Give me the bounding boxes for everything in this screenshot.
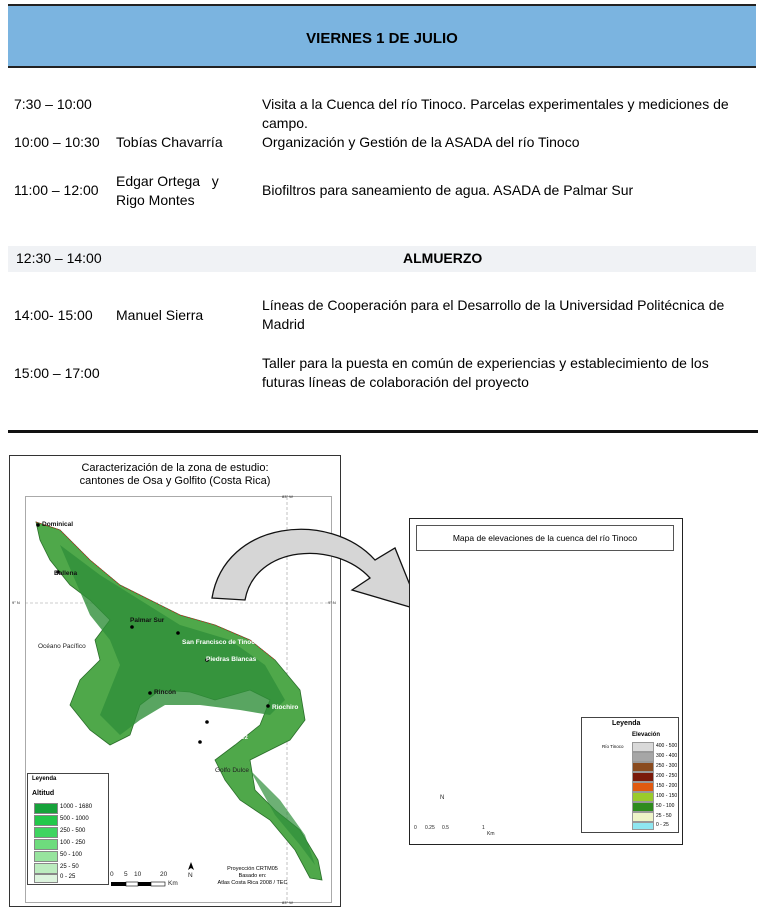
schedule-time: 7:30 – 10:00 <box>14 96 92 112</box>
north-label: N <box>188 872 193 879</box>
legend-swatch <box>34 851 58 862</box>
place-label: Golfo Dulce <box>215 767 249 774</box>
schedule-activity: Organización y Gestión de la ASADA del río Tinoco <box>262 134 580 150</box>
schedule-time: 14:00- 15:00 <box>14 307 93 323</box>
scale-tick: 0 <box>110 871 114 878</box>
coord-label: 9° N <box>12 600 20 605</box>
schedule-activity: Taller para la puesta en común de experiencias y establecimiento de los futuras líneas de colaboración del proyecto <box>262 355 709 390</box>
place-label: Golfito <box>210 716 231 723</box>
legend-swatch <box>632 772 654 782</box>
legend-swatch <box>34 815 58 826</box>
legend-swatch <box>632 762 654 772</box>
schedule-activity: Biofiltros para saneamiento de agua. ASADA de Palmar Sur <box>262 182 634 198</box>
place-label: Océano Pacífico <box>38 643 86 650</box>
place-label: Puerto Jiménez <box>200 734 249 741</box>
place-label: Rincón <box>154 689 177 696</box>
scale-unit: Km <box>168 880 178 887</box>
schedule-activity: Visita a la Cuenca del río Tinoco. Parcelas experimentales y mediciones de campo. <box>262 96 729 131</box>
place-label: San Francisco de Tinoco <box>182 639 259 646</box>
place-label: Dominical <box>42 521 74 528</box>
legend-swatch <box>632 812 654 822</box>
schedule-time: 10:00 – 10:30 <box>14 134 100 150</box>
river-legend-label: Río Tinoco <box>602 744 624 749</box>
legend-swatch <box>34 874 58 883</box>
schedule-time: 11:00 – 12:00 <box>14 182 99 198</box>
arrow-shape <box>212 529 420 610</box>
coord-label: 83° W <box>282 900 293 905</box>
scale-tick: 20 <box>160 871 168 878</box>
lunch-label: ALMUERZO <box>403 250 483 266</box>
legend-swatch <box>34 839 58 850</box>
scale-tick: 5 <box>124 871 128 878</box>
elevation-map-title: Mapa de elevaciones de la cuenca del río Tinoco <box>416 525 674 551</box>
place-label: Riochiro <box>272 704 299 711</box>
place-label: Ballena <box>54 570 78 577</box>
legend-swatch <box>34 803 58 814</box>
schedule-person: Rigo Montes <box>116 192 195 208</box>
map1-legend: Leyenda Altitud 1000 - 1680 500 - 1000 250 - 500 100 - 250 50 - 100 25 - 50 0 - 25 <box>27 773 109 885</box>
scale-tick: 10 <box>134 871 142 878</box>
scale-tick: 0.25 <box>425 825 435 831</box>
legend-swatch <box>632 752 654 762</box>
legend-swatch <box>632 802 654 812</box>
schedule-time: 15:00 – 17:00 <box>14 365 100 381</box>
schedule-person: Edgar Ortega y <box>116 173 219 189</box>
place-label: Palmar Sur <box>130 617 165 624</box>
map-title: Caracterización de la zona de estudio: cantones de Osa y Golfito (Costa Rica) <box>79 462 271 487</box>
legend-swatch <box>632 792 654 802</box>
scale-tick: 1 <box>482 825 485 831</box>
legend-swatch <box>632 782 654 792</box>
map2-legend: Leyenda Río Tinoco Elevación 400 - 500 300 - 400 250 - 300 200 - 250 150 - 200 100 - 150 50 - 100 25 - 50 0 - 25 <box>581 717 679 833</box>
north-arrow-icon <box>188 862 194 870</box>
scale-tick: 0.5 <box>442 825 449 831</box>
legend-swatch <box>34 863 58 874</box>
schedule-activity: Líneas de Cooperación para el Desarrollo de la Universidad Politécnica de Madrid <box>262 297 725 332</box>
north-label: N <box>440 795 445 801</box>
scale-unit: Km <box>487 831 495 837</box>
coord-label: 9° N <box>328 600 336 605</box>
map-credits: Proyección CRTM05 Basado en: Atlas Costa Rica 2008 / TEC <box>217 866 288 886</box>
legend-swatch <box>632 822 654 830</box>
place-label: Piedras Blancas <box>206 656 257 663</box>
day-title: VIERNES 1 DE JULIO <box>306 30 458 47</box>
schedule-person: Tobías Chavarría <box>116 134 223 150</box>
schedule-person: Manuel Sierra <box>116 307 204 323</box>
coord-label: 83° W <box>282 494 293 499</box>
legend-swatch <box>34 827 58 838</box>
scale-tick: 0 <box>414 825 417 831</box>
lunch-time: 12:30 – 14:00 <box>16 250 102 266</box>
legend-swatch <box>632 742 654 752</box>
